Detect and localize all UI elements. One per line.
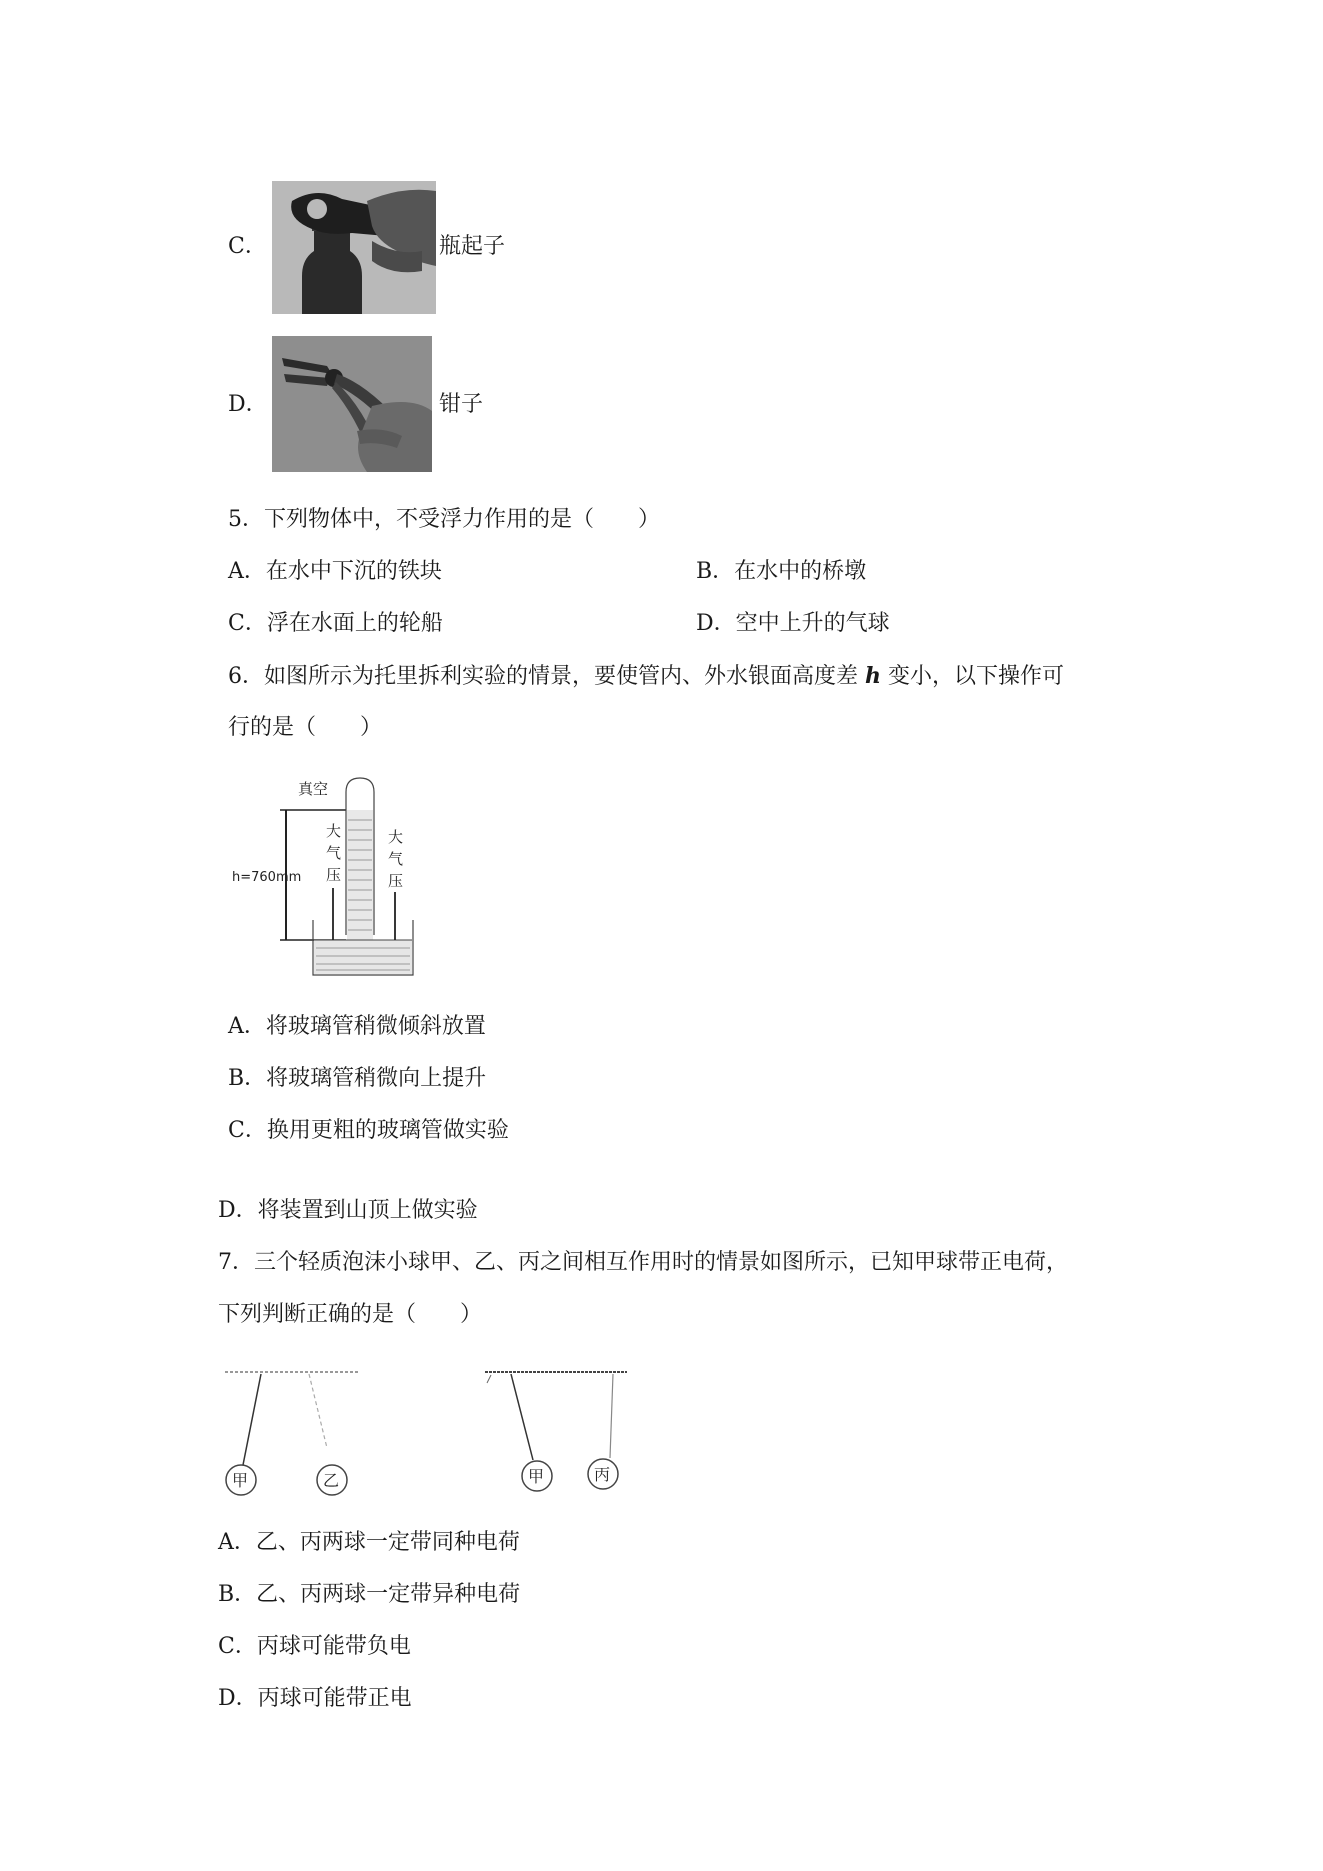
vacuum-label: 真空 — [298, 780, 329, 798]
question-6-option-a: A．将玻璃管稍微倾斜放置 — [228, 1014, 486, 1039]
option-d-label: D． — [228, 392, 268, 417]
ball-right-jia: 甲 — [528, 1467, 545, 1486]
question-6-option-c: C．换用更粗的玻璃管做实验 — [228, 1118, 509, 1143]
option-d-caption: 钳子 — [439, 392, 484, 417]
question-7-option-c: C．丙球可能带负电 — [218, 1634, 411, 1659]
pressure-right-char-1: 大 — [388, 828, 404, 846]
ball-left-yi: 乙 — [323, 1471, 340, 1490]
option-c-caption: 瓶起子 — [439, 234, 506, 259]
question-6-option-d: D．将装置到山顶上做实验 — [218, 1198, 478, 1223]
question-6-stem-part2: 变小，以下操作可 — [888, 664, 1065, 689]
question-7-stem-line1: 7．三个轻质泡沫小球甲、乙、丙之间相互作用时的情景如图所示，已知甲球带正电荷， — [218, 1250, 1068, 1275]
pressure-left-char-3: 压 — [326, 866, 342, 884]
question-5-option-c: C．浮在水面上的轮船 — [228, 611, 443, 636]
question-5-option-b: B．在水中的桥墩 — [696, 559, 867, 584]
bottle-opener-photo — [272, 181, 436, 314]
pressure-right-char-2: 气 — [388, 850, 404, 868]
question-7-option-d: D．丙球可能带正电 — [218, 1686, 412, 1711]
question-6-stem-line2: 行的是（ ） — [228, 715, 383, 740]
question-7-option-a: A．乙、丙两球一定带同种电荷 — [218, 1530, 520, 1555]
pressure-right-char-3: 压 — [388, 872, 404, 890]
question-5-option-a: A．在水中下沉的铁块 — [228, 559, 442, 584]
pressure-left-char-2: 气 — [326, 844, 342, 862]
question-6-stem-variable: h — [865, 663, 881, 689]
torricelli-diagram — [228, 770, 428, 985]
question-5-option-d: D．空中上升的气球 — [696, 611, 890, 636]
height-label: h=760mm — [232, 870, 302, 885]
question-5-stem: 5．下列物体中，不受浮力作用的是（ ） — [228, 507, 660, 532]
option-c-label: C． — [228, 234, 267, 259]
question-7-stem-line2: 下列判断正确的是（ ） — [218, 1302, 483, 1327]
ball-right-bing: 丙 — [594, 1465, 611, 1484]
question-6-stem-part1: 6．如图所示为托里拆利实验的情景，要使管内、外水银面高度差 — [228, 664, 858, 689]
question-6-option-b: B．将玻璃管稍微向上提升 — [228, 1066, 487, 1091]
charged-balls-diagram — [215, 1360, 635, 1500]
ball-left-jia: 甲 — [232, 1471, 249, 1490]
pressure-left-char-1: 大 — [326, 822, 342, 840]
question-7-option-b: B．乙、丙两球一定带异种电荷 — [218, 1582, 521, 1607]
pliers-photo — [272, 336, 432, 472]
question-6-stem-line1 — [228, 661, 1064, 692]
